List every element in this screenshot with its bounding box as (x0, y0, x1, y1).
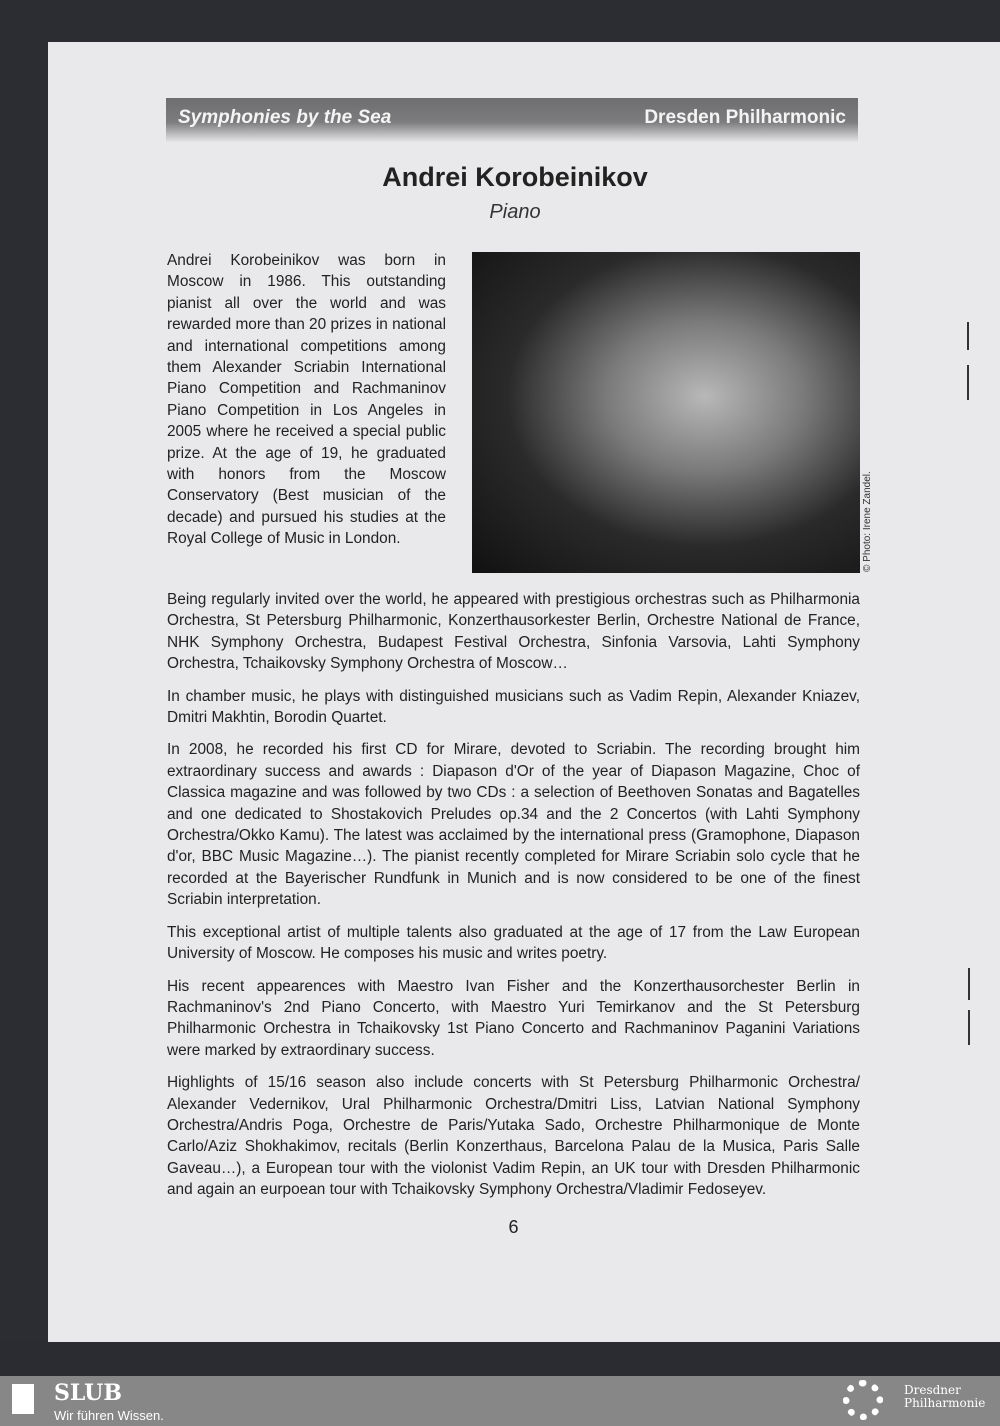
orchestra-name: Dresden Philharmonic (644, 107, 846, 128)
intro-paragraph: Andrei Korobeinikov was born in Moscow in 1986. This outstanding pianist all over the world and was rewarded more than 20 prizes in national and international competitions among them Alexander Scriabin International Piano Competition and Rachmaninov Piano Competition in Los Angeles in 2005 where he received a special public prize. At the age of 19, he graduated with honors from the Moscow Conservatory (Best musician of the decade) and pursued his studies at the Royal College of Music in London. (167, 252, 446, 548)
intro-row (167, 250, 873, 573)
artist-photo (472, 252, 860, 573)
artist-name: Andrei Korobeinikov (382, 162, 648, 192)
series-title: Symphonies by the Sea (178, 107, 392, 128)
page-content (167, 250, 873, 1238)
page-number: 6 (508, 1216, 519, 1237)
photo-credit: © Photo: Irene Zandel. (862, 471, 873, 572)
artist-instrument: Piano (489, 201, 541, 223)
paragraph: This exceptional artist of multiple talents also graduated at the age of 17 from the Law European University of Moscow. He composes his music and writes poetry. (167, 923, 860, 963)
biography-body (167, 589, 860, 1201)
dresdner-philharmonie-logo-icon (843, 1380, 883, 1420)
staple-mark (968, 968, 970, 1000)
dresdner-philharmonie-name[interactable] (904, 1384, 985, 1410)
scan-border (0, 1342, 1000, 1376)
paragraph: In 2008, he recorded his first CD for Mirare, devoted to Scriabin. The recording brought him extraordinary success and awards : Diapason d'Or of the year of Diapason Magazine, Choc of Classica magazine and was followed by two CDs : a selection of Beethoven Sonatas and Bagatelles and one dedicated to Shostakovich Preludes op.34 and the 2 Concertos (with Lahti Symphony Orchestra/Okko Kamu). The latest was acclaimed by the international press (Gramophone, Diapason d'or, BBC Music Magazine…). The pianist recently completed for Mirare Scriabin solo cycle that he recorded at the Bayerischer Rundfunk in Munich and is now considered to be one of the finest Scriabin interpretation. (167, 741, 860, 909)
paragraph: His recent appearences with Maestro Ivan Fisher and the Konzerthausorchester Berlin in Rachmaninov's 2nd Piano Concerto, with Maestro Yuri Temirkanov and the St Petersburg Philharmonic Orchestra in Tchaikovsky 1st Piano Concerto and Rachmaninov Paganini Variations were marked by extraordinary success. (167, 977, 860, 1059)
paragraph: Highlights of 15/16 season also include concerts with St Petersburg Philharmonic Orchestra/ Alexander Vedernikov, Ural Philharmonic Orchestra/Dmitri Liss, Latvian National Symphony Orchestra/Andris Poga, Orchestre de Paris/Yutaka Sado, Orchestre Philharmonique de Monte Carlo/Aziz Shokhakimov, recitals (Berlin Konzerthaus, Barcelona Palau de la Musica, Paris Salle Gaveau…), a European tour with the violonist Vadim Repin, an UK tour with Dresden Philharmonic and again an eurpoean tour with Tchaikovsky Symphony Orchestra/Vladimir Fedoseyev. (167, 1074, 860, 1199)
staple-mark (967, 365, 969, 400)
staple-mark (968, 1010, 970, 1045)
slub-logo-icon (12, 1384, 34, 1414)
dp-line2: Philharmonie (904, 1396, 986, 1410)
footer-bar (0, 1376, 1000, 1426)
paragraph: Being regularly invited over the world, he appeared with prestigious orchestras such as Philharmonia Orchestra, St Petersburg Philharmonic, Konzerthausorkester Berlin, Orchestre National de France, NHK Symphony Orchestra, Budapest Festival Orchestra, Sinfonia Varsovia, Lahti Symphony Orchestra, Tchaikovsky Symphony Orchestra of Moscow… (167, 591, 860, 673)
header-banner (166, 98, 858, 142)
slub-name[interactable]: SLUB (54, 1380, 122, 1406)
dp-line1: Dresdner (904, 1383, 961, 1397)
staple-mark (967, 322, 969, 350)
paragraph: In chamber music, he plays with distinguished musicians such as Vadim Repin, Alexander Kniazev, Dmitri Makhtin, Borodin Quartet. (167, 687, 860, 727)
slub-tagline: Wir führen Wissen. (54, 1408, 164, 1423)
